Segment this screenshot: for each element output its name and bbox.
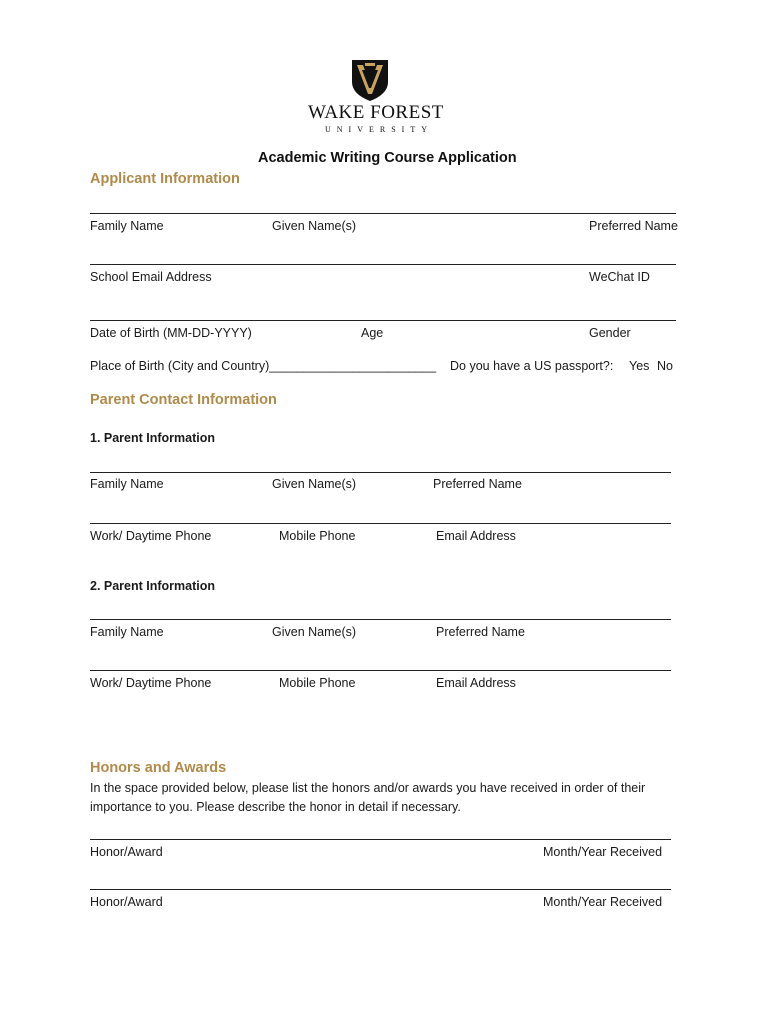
- parent-2-mobile-phone-label: Mobile Phone: [279, 676, 356, 690]
- parent-1-mobile-phone-label: Mobile Phone: [279, 529, 356, 543]
- parent-contact-heading: Parent Contact Information: [90, 392, 277, 408]
- parent-2-title: 2. Parent Information: [90, 579, 216, 593]
- parent-2-given-name-label: Given Name(s): [272, 625, 357, 639]
- honor-1-date-label: Month/Year Received: [543, 845, 663, 859]
- parent-2-work-phone-label: Work/ Daytime Phone: [90, 676, 212, 690]
- parent-1-email-label: Email Address: [436, 529, 516, 543]
- wechat-id-label: WeChat ID: [589, 270, 650, 284]
- parent-2-email-label: Email Address: [436, 676, 516, 690]
- logo-wordmark: WAKE FOREST: [308, 102, 444, 123]
- shield-icon: [351, 58, 389, 102]
- logo-subtitle: UNIVERSITY: [325, 125, 433, 134]
- honor-2-label: Honor/Award: [90, 895, 163, 909]
- parent-2-contact-line[interactable]: [90, 670, 671, 671]
- parent-1-contact-line[interactable]: [90, 523, 671, 524]
- date-of-birth-label: Date of Birth (MM-DD-YYYY): [90, 326, 252, 340]
- preferred-name-label: Preferred Name: [589, 219, 678, 233]
- applicant-heading: Applicant Information: [90, 171, 240, 187]
- university-logo: [300, 58, 444, 138]
- parent-1-family-name-label: Family Name: [90, 477, 164, 491]
- age-label: Age: [361, 326, 384, 340]
- parent-2-name-line[interactable]: [90, 619, 671, 620]
- parent-2-preferred-name-label: Preferred Name: [436, 625, 525, 639]
- passport-yes-option[interactable]: Yes: [629, 359, 650, 373]
- place-of-birth-label[interactable]: Place of Birth (City and Country)________________________: [90, 359, 437, 373]
- parent-1-name-line[interactable]: [90, 472, 671, 473]
- date-of-birth-line[interactable]: [90, 320, 676, 321]
- honor-1-line[interactable]: [90, 839, 671, 840]
- honors-heading: Honors and Awards: [90, 760, 227, 776]
- parent-1-title: 1. Parent Information: [90, 431, 216, 445]
- parent-1-work-phone-label: Work/ Daytime Phone: [90, 529, 212, 543]
- school-email-label: School Email Address: [90, 270, 212, 284]
- parent-2-family-name-label: Family Name: [90, 625, 164, 639]
- parent-1-given-name-label: Given Name(s): [272, 477, 357, 491]
- honors-instructions: In the space provided below, please list the honors and/or awards you have received in order of their importance to you. Please describe the honor in detail if necessary.: [90, 781, 646, 814]
- school-email-line[interactable]: [90, 264, 676, 265]
- honor-2-line[interactable]: [90, 889, 671, 890]
- form-title: Academic Writing Course Application: [258, 150, 517, 166]
- given-name-label: Given Name(s): [272, 219, 357, 233]
- gender-label: Gender: [589, 326, 631, 340]
- family-name-line[interactable]: [90, 213, 676, 214]
- parent-1-preferred-name-label: Preferred Name: [433, 477, 522, 491]
- honor-2-date-label: Month/Year Received: [543, 895, 663, 909]
- honor-1-label: Honor/Award: [90, 845, 163, 859]
- family-name-label: Family Name: [90, 219, 164, 233]
- us-passport-question: Do you have a US passport?:: [450, 359, 614, 373]
- passport-no-option[interactable]: No: [657, 359, 673, 373]
